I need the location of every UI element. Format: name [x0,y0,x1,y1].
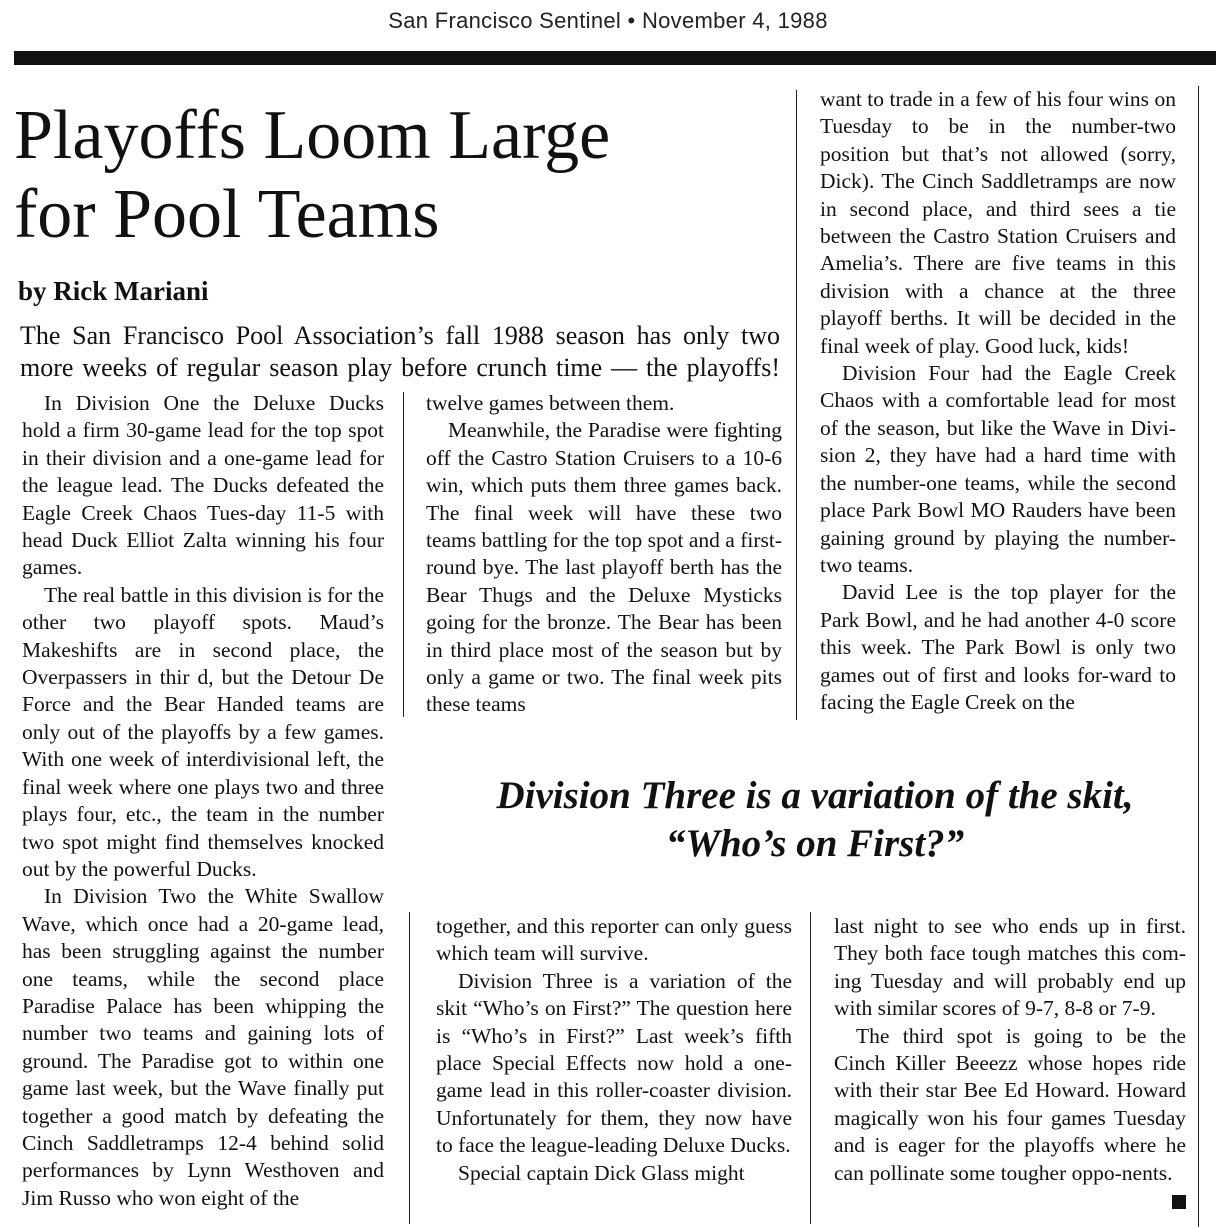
pull-quote-line-2: “Who’s on First?” [665,822,965,865]
lead-paragraph: The San Francisco Pool Association’s fall 1988 season has only two more weeks of regular season play before crunch time — the playoffs! [20,321,780,382]
end-of-story-mark-icon [1172,1195,1186,1209]
paragraph [834,1023,1186,1187]
paragraph: Division Four had the Eagle Creek Chaos with a comfortable lead for most of the season, but like the Wave in Divi-sion 2, they have had a hard time with the number-one teams, while the second place Park Bowl MO Rauders have been gaining ground by playing the number-two teams. [820,361,1176,577]
column-1 [22,390,384,1225]
column-2-bottom [436,913,792,1225]
column-divider [409,912,410,1224]
column-3-bottom [834,913,1186,1225]
paragraph: together, and this reporter can only guess which team will survive. [436,914,792,966]
paragraph: twelve games between them. [426,391,675,415]
paragraph: In Division Two the White Swallow Wave, which once had a 20-game lead, has been struggling against the number one teams, while the second place Paradise Palace has been whipping the number two teams and gaining lots of ground. The Paradise got to within one game last week, but the Wave finally put together a good match by defeating the Cinch Saddletramps 12-4 behind solid performances by Lynn Westhoven and Jim Russo who won eight of the [22,884,384,1210]
publication-name: San Francisco Sentinel [388,8,622,33]
paragraph: last night to see who ends up in first. They both face tough matches this com-ing Tuesday and will probably end up with similar scores of 9-7, 8-8 or 7-9. [834,914,1186,1021]
pull-quote [400,772,1216,868]
pull-quote-line-1: Division Three is a variation of the skit, [496,774,1134,817]
paragraph: Special captain Dick Glass might [458,1160,745,1185]
headline-line-2: for Pool Teams [14,176,440,253]
publication-date: November 4, 1988 [641,8,828,33]
masthead-bullet: • [627,8,636,33]
paragraph: Meanwhile, the Paradise were fighting off the Castro Station Cruisers to a 10-6 win, which puts them three games back. The final week will have these two teams battling for the top spot and a first-round bye. The last playoff berth has the Bear Thugs and the Deluxe Mysticks going for the bronze. The Bear has been in third place most of the season but by only a game or two. The final week pits these teams [426,418,782,717]
column-3-top [820,86,1176,722]
paragraph: David Lee is the top player for the Park Bowl, and he had another 4-0 score this week. The Park Bowl is only two games out of first and looks for-ward to facing the Eagle Creek on the [820,580,1176,714]
column-divider [796,90,797,720]
masthead [0,8,1216,34]
paragraph: Division Three is a variation of the skit “Who’s on First?” The question here is “Who’s in First?” Last week’s fifth place Special Effects now hold a one-game lead in this roller-coaster division. Unfortunately for them, they now have to face the league-leading Deluxe Ducks. [436,968,792,1158]
column-2-top [426,390,782,722]
headline [14,96,774,254]
paragraph: The real battle in this division is for the other two playoff spots. Maud’s Makeshifts are in second place, the Overpassers in thir d, but the Detour De Force and the Bear Handed teams are only out of the playoffs by a few games. With one week of interdivisional left, the final week where one plays two and three plays four, etc., the team in the number two spot might find themselves knocked out by the powerful Ducks. [22,582,384,881]
byline: by Rick Mariani [18,276,209,306]
headline-line-1: Playoffs Loom Large [14,97,611,174]
page-edge-rule [1198,86,1199,1227]
paragraph: want to trade in a few of his four wins on Tuesday to be in the number-two position but that’s not allowed (sorry, Dick). The Cinch Saddletramps are now in second place, and third sees a tie between the Castro Station Cruisers and Amelia’s. There are five teams in this division with a chance at the three playoff berths. It will be decided in the final week of play. Good luck, kids! [820,87,1176,358]
paragraph-text: The third spot is going to be the Cinch Killer Beeezz whose hopes ride with their star Bee Ed Howard. Howard magically won his four games Tuesday and is eager for the playoffs where he can pollinate some tougher oppo-nents. [834,1023,1186,1185]
paragraph: In Division One the Deluxe Ducks hold a firm 30-game lead for the top spot in their division and a one-game lead for the league lead. The Ducks defeated the Eagle Creek Chaos Tues-day 11-5 with head Duck Elliot Zalta winning his four games. [22,391,384,580]
column-divider [403,392,404,717]
column-divider [810,912,811,1224]
masthead-rule [14,51,1216,65]
